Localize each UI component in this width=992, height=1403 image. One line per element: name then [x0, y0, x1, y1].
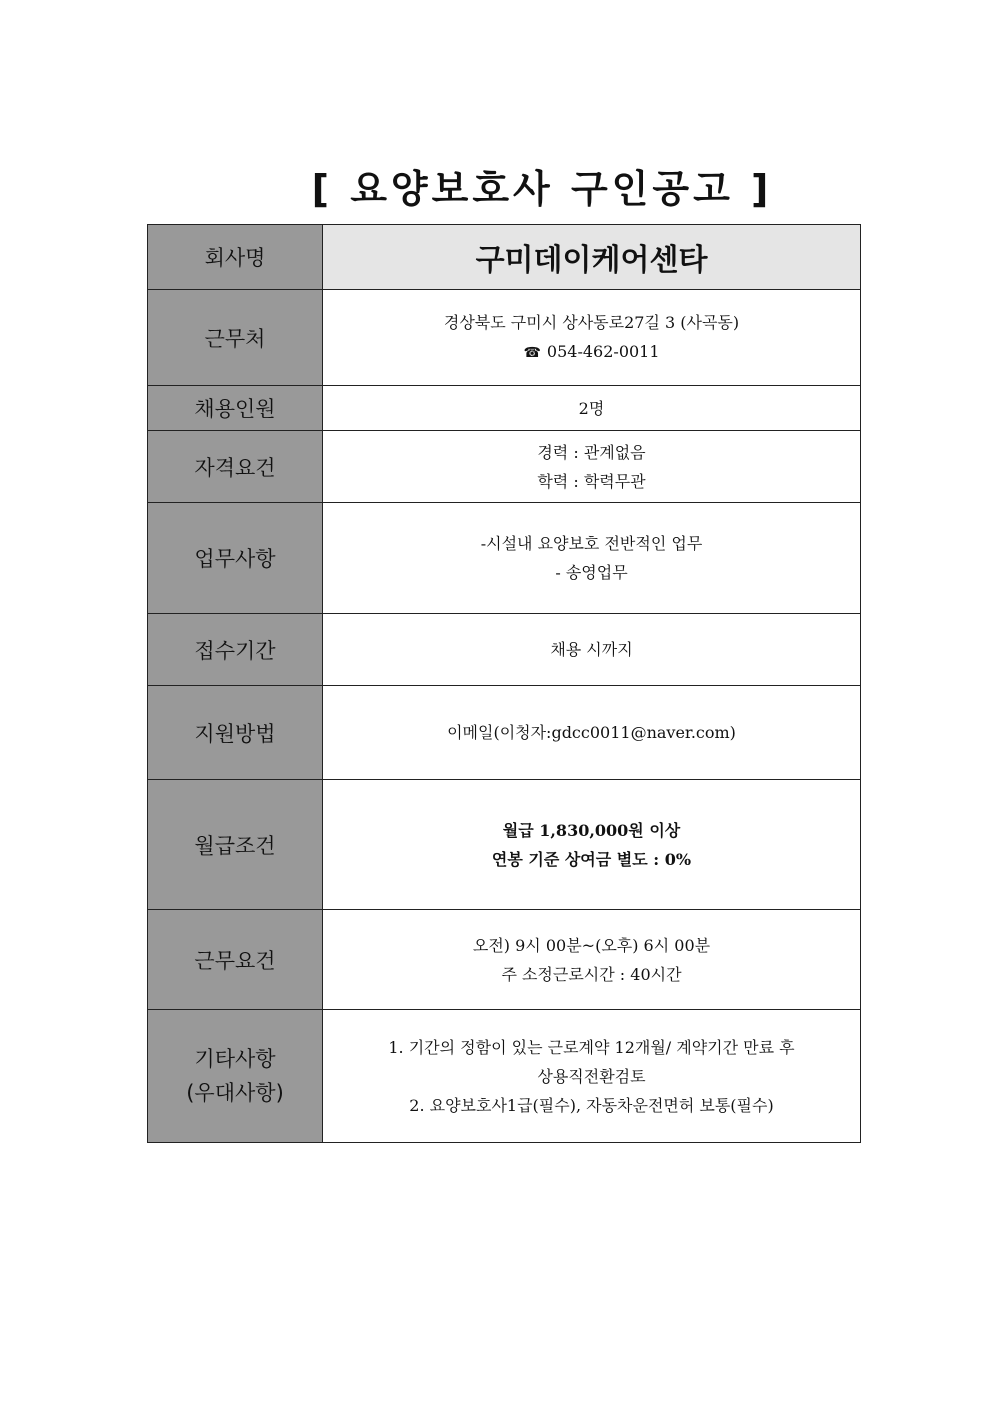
- etc-item: 1. 기간의 정함이 있는 근로계약 12개월/ 계약기간 만료 후: [388, 1037, 795, 1057]
- label-company: 회사명: [148, 225, 323, 290]
- qualification-education: 학력 : 학력무관: [537, 471, 646, 491]
- workplace-phone-line: [323, 337, 860, 368]
- qualification-experience: 경력 : 관계없음: [537, 442, 646, 462]
- label-qualifications: 자격요건: [148, 431, 323, 503]
- etc-item-continued: 상용직전환검토: [537, 1066, 646, 1086]
- workplace-phone: 054-462-0011: [546, 341, 660, 361]
- label-conditions: 근무요건: [148, 910, 323, 1010]
- row-hiring: [148, 386, 861, 431]
- apply-method: 이메일(이청자:gdcc0011@naver.com): [323, 686, 861, 780]
- etc-item: 2. 요양보호사1급(필수), 자동차운전면허 보통(필수): [409, 1095, 774, 1115]
- row-period: [148, 614, 861, 686]
- row-apply: [148, 686, 861, 780]
- label-apply: 지원방법: [148, 686, 323, 780]
- salary-bonus: 연봉 기준 상여금 별도 : 0%: [491, 849, 692, 869]
- label-duties: 업무사항: [148, 503, 323, 614]
- row-conditions: [148, 910, 861, 1010]
- label-workplace: 근무처: [148, 290, 323, 386]
- row-etc: [148, 1010, 861, 1143]
- company-name: 구미데이케어센타: [323, 225, 861, 290]
- duty-item: -시설내 요양보호 전반적인 업무: [480, 534, 703, 553]
- condition-hours: 오전) 9시 00분~(오후) 6시 00분: [472, 935, 711, 955]
- label-etc-main: 기타사항: [194, 1047, 276, 1071]
- label-etc: [148, 1010, 323, 1143]
- row-salary: [148, 780, 861, 910]
- label-hiring: 채용인원: [148, 386, 323, 431]
- condition-weekly: 주 소정근로시간 : 40시간: [501, 964, 682, 984]
- label-etc-sub: (우대사항): [186, 1081, 284, 1105]
- row-duties: [148, 503, 861, 614]
- workplace-address: 경상북도 구미시 상사동로27길 3 (사곡동): [443, 312, 740, 332]
- label-period: 접수기간: [148, 614, 323, 686]
- duty-item: - 송영업무: [555, 563, 628, 582]
- conditions-value: [323, 910, 861, 1010]
- qualifications-value: [323, 431, 861, 503]
- salary-monthly: 월급 1,830,000원 이상: [502, 820, 681, 840]
- period-value: 채용 시까지: [323, 614, 861, 686]
- document-title: [ 요양보호사 구인공고 ]: [311, 167, 773, 211]
- hiring-count: 2명: [323, 386, 861, 431]
- etc-value: [323, 1010, 861, 1143]
- label-salary: 월급조건: [148, 780, 323, 910]
- duties-value: [323, 503, 861, 614]
- phone-icon: ☎: [523, 344, 541, 361]
- row-workplace: [148, 290, 861, 386]
- row-qualifications: [148, 431, 861, 503]
- salary-value: [323, 780, 861, 910]
- workplace-value: [323, 290, 861, 386]
- row-company: [148, 225, 861, 290]
- job-posting-table: [147, 224, 861, 1143]
